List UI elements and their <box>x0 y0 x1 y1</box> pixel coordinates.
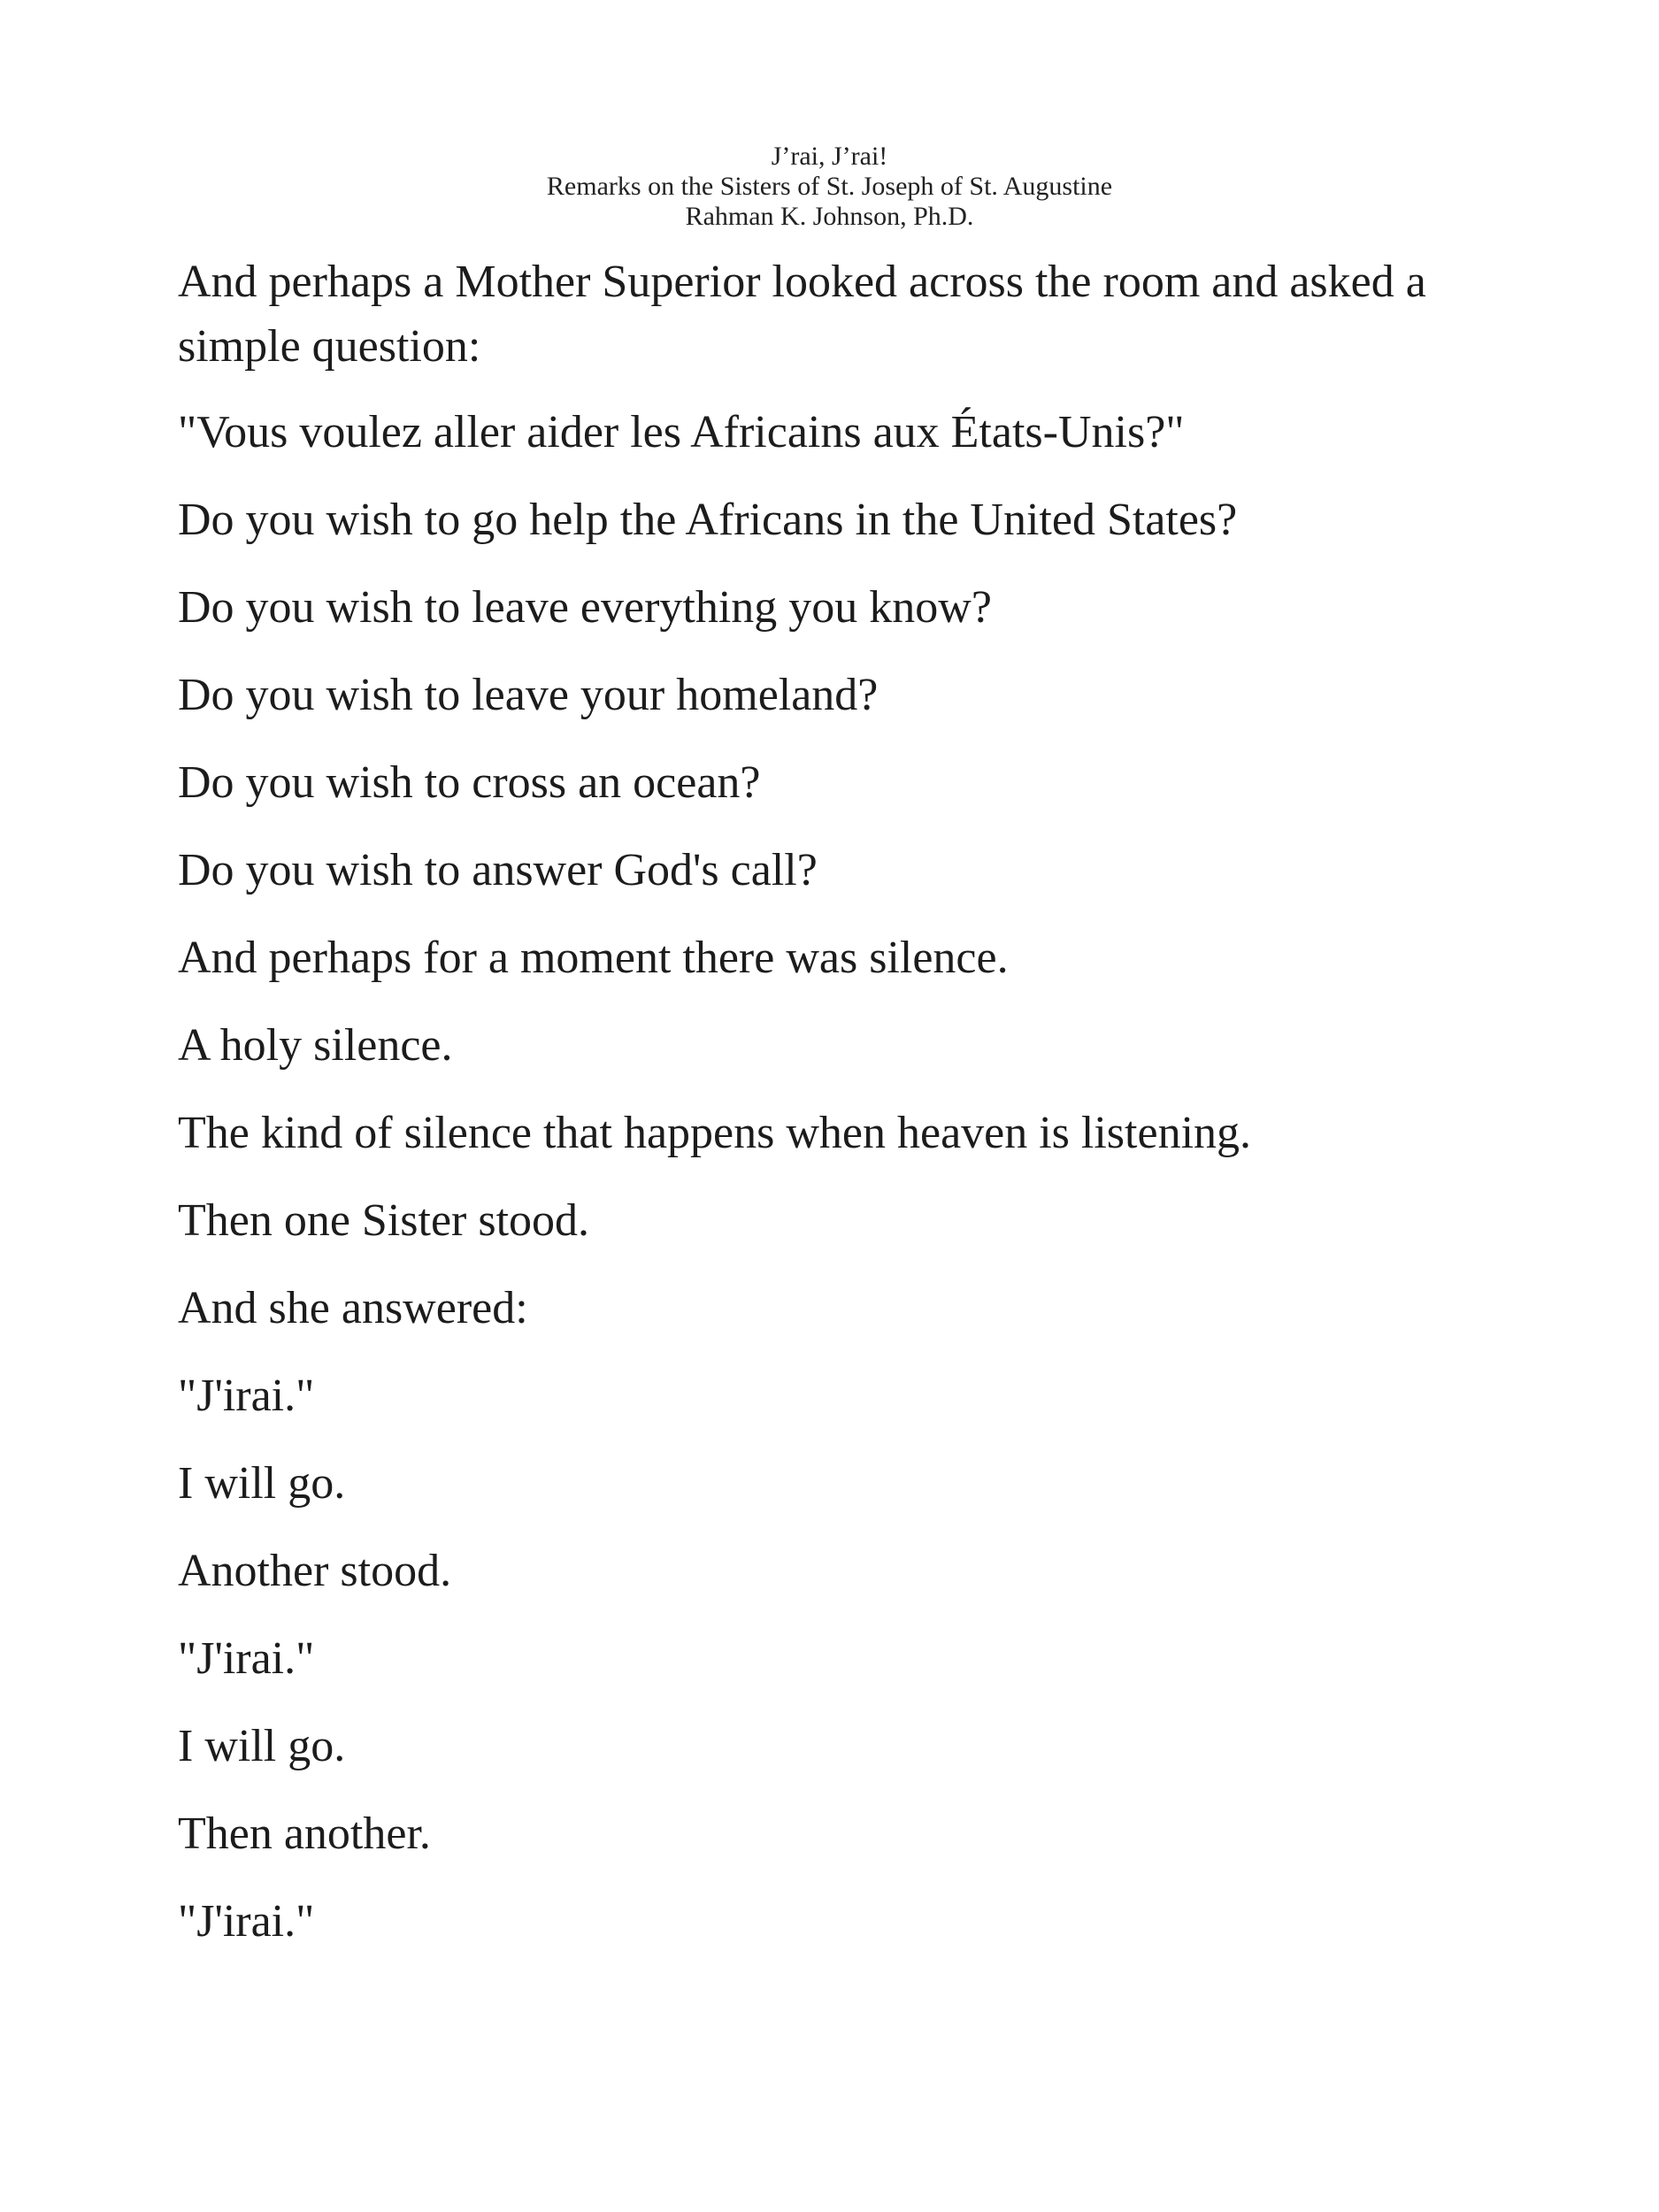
body-line: Then one Sister stood. <box>178 1195 590 1246</box>
body-line: Then another. <box>178 1809 431 1859</box>
body-line: Do you wish to leave everything you know? <box>178 582 992 633</box>
body-line: The kind of silence that happens when heaven is listening. <box>178 1108 1252 1158</box>
body-line: Another stood. <box>178 1546 452 1596</box>
body-line: I will go. <box>178 1458 346 1509</box>
body-line: Do you wish to go help the Africans in the United States? <box>178 495 1238 545</box>
body-line: Do you wish to cross an ocean? <box>178 757 761 808</box>
body-line: "Vous voulez aller aider les Africains aux États-Unis?" <box>178 407 1185 457</box>
body-line: And she answered: <box>178 1283 528 1333</box>
body-line: Do you wish to answer God's call? <box>178 845 818 895</box>
body-line: "J'irai." <box>178 1633 315 1684</box>
body-line: "J'irai." <box>178 1371 315 1421</box>
body-line: And perhaps for a moment there was silence. <box>178 933 1009 983</box>
body-line: I will go. <box>178 1721 346 1771</box>
document-title: J’rai, J’rai! <box>771 142 888 171</box>
intro-paragraph: And perhaps a Mother Superior looked across the room and asked a simple question: <box>178 257 1426 372</box>
document-body <box>178 250 1505 1977</box>
document-author: Rahman K. Johnson, Ph.D. <box>685 202 974 231</box>
body-line: Do you wish to leave your homeland? <box>178 670 879 720</box>
body-line: A holy silence. <box>178 1020 453 1071</box>
body-line: "J'irai." <box>178 1896 315 1947</box>
document-subtitle: Remarks on the Sisters of St. Joseph of St. Augustine <box>546 172 1113 201</box>
document-header <box>0 142 1659 232</box>
